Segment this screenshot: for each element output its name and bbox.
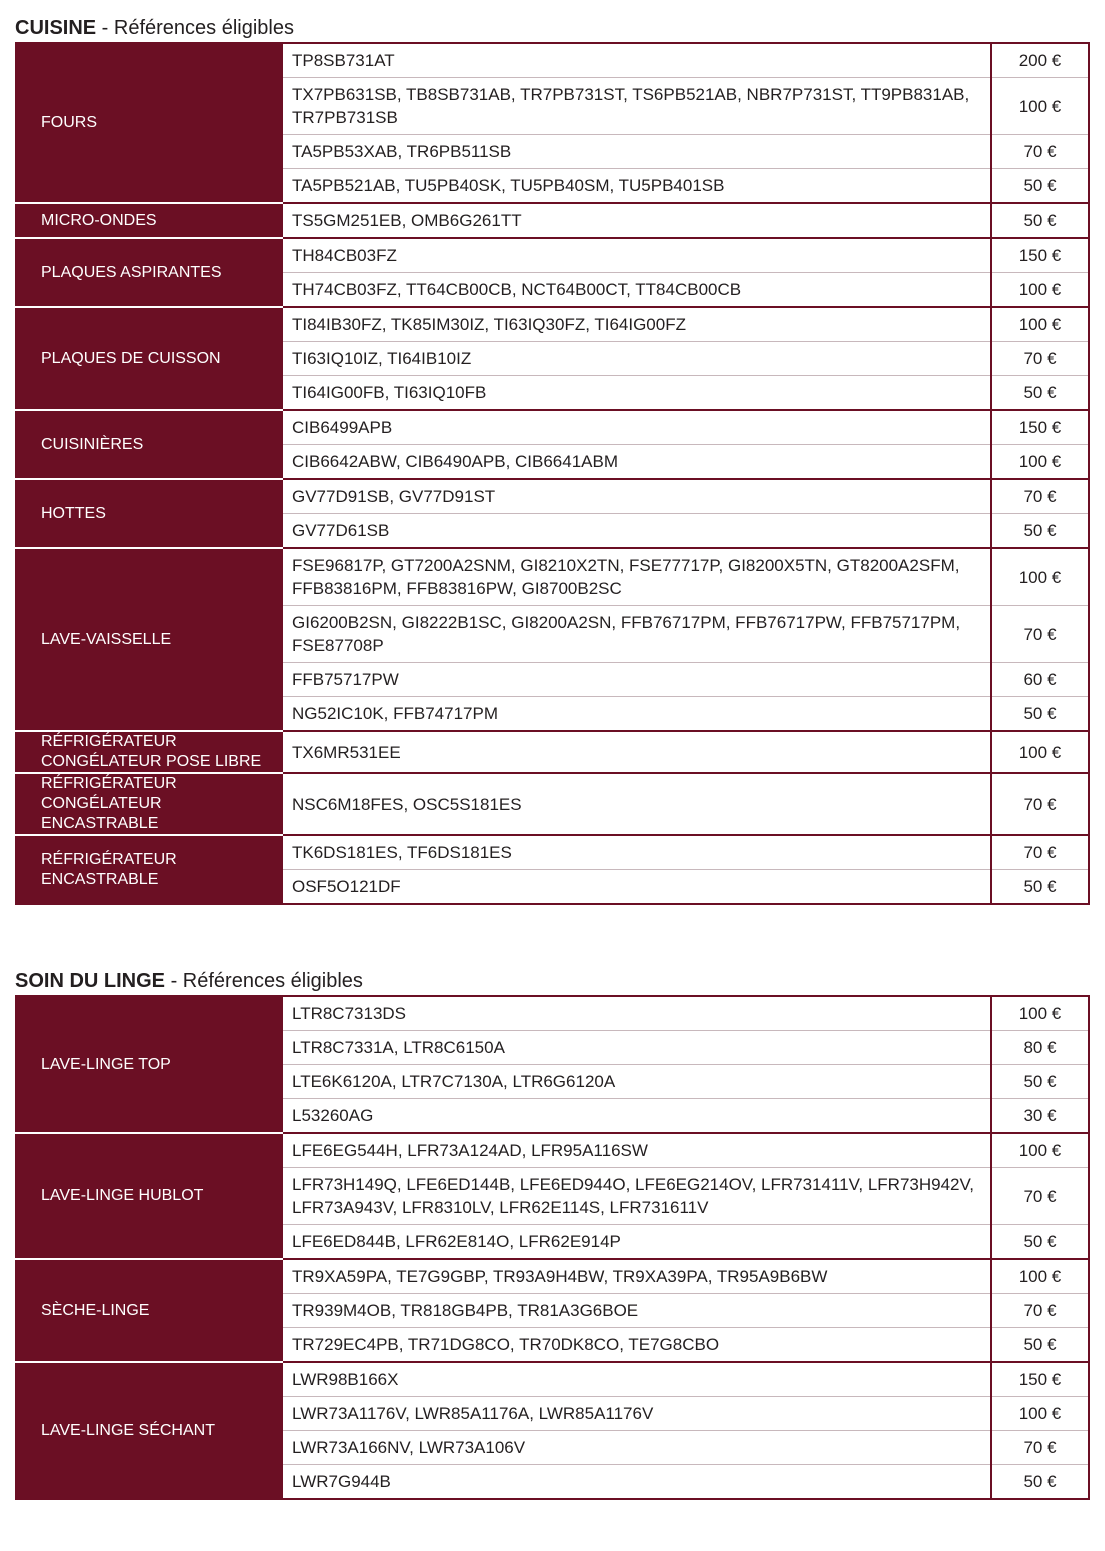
- table-row: [16, 1362, 1089, 1397]
- section-cuisine: [15, 16, 1088, 905]
- category-cell: PLAQUES ASPIRANTES: [16, 238, 282, 307]
- section-title-rest: - Références éligibles: [96, 17, 294, 39]
- references-cell: TP8SB731AT: [282, 43, 991, 78]
- amount-cell: 50 €: [991, 1328, 1089, 1363]
- section-title: [15, 969, 1088, 995]
- references-cell: TH74CB03FZ, TT64CB00CB, NCT64B00CT, TT84CB00CB: [282, 273, 991, 308]
- references-cell: LWR98B166X: [282, 1362, 991, 1397]
- table-row: [16, 731, 1089, 773]
- references-cell: LWR7G944B: [282, 1465, 991, 1500]
- amount-cell: 100 €: [991, 445, 1089, 480]
- references-cell: LFR73H149Q, LFE6ED144B, LFE6ED944O, LFE6EG214OV, LFR731411V, LFR73H942V, LFR73A943V, LFR8310LV, LFR62E114S, LFR731611V: [282, 1168, 991, 1225]
- amount-cell: 50 €: [991, 376, 1089, 411]
- amount-cell: 50 €: [991, 697, 1089, 732]
- references-cell: TA5PB521AB, TU5PB40SK, TU5PB40SM, TU5PB401SB: [282, 169, 991, 204]
- section-title-rest: - Références éligibles: [165, 970, 363, 992]
- references-cell: FFB75717PW: [282, 663, 991, 697]
- references-cell: CIB6499APB: [282, 410, 991, 445]
- category-cell: RÉFRIGÉRATEUR ENCASTRABLE: [16, 835, 282, 904]
- references-table: [15, 42, 1090, 905]
- references-cell: LWR73A166NV, LWR73A106V: [282, 1431, 991, 1465]
- table-row: [16, 410, 1089, 445]
- amount-cell: 70 €: [991, 835, 1089, 870]
- amount-cell: 50 €: [991, 1065, 1089, 1099]
- category-cell: LAVE-LINGE SÉCHANT: [16, 1362, 282, 1499]
- references-cell: TX6MR531EE: [282, 731, 991, 773]
- references-cell: TX7PB631SB, TB8SB731AB, TR7PB731ST, TS6PB521AB, NBR7P731ST, TT9PB831AB, TR7PB731SB: [282, 78, 991, 135]
- amount-cell: 100 €: [991, 273, 1089, 308]
- category-cell: RÉFRIGÉRATEUR CONGÉLATEUR ENCASTRABLE: [16, 773, 282, 835]
- category-cell: RÉFRIGÉRATEUR CONGÉLATEUR POSE LIBRE: [16, 731, 282, 773]
- references-cell: LWR73A1176V, LWR85A1176A, LWR85A1176V: [282, 1397, 991, 1431]
- references-cell: TI84IB30FZ, TK85IM30IZ, TI63IQ30FZ, TI64IG00FZ: [282, 307, 991, 342]
- amount-cell: 70 €: [991, 1168, 1089, 1225]
- table-row: [16, 835, 1089, 870]
- section-title: [15, 16, 1088, 42]
- amount-cell: 70 €: [991, 135, 1089, 169]
- table-row: [16, 548, 1089, 606]
- references-cell: GV77D61SB: [282, 514, 991, 549]
- references-cell: LTR8C7313DS: [282, 996, 991, 1031]
- amount-cell: 70 €: [991, 342, 1089, 376]
- amount-cell: 100 €: [991, 996, 1089, 1031]
- table-row: [16, 773, 1089, 835]
- amount-cell: 150 €: [991, 410, 1089, 445]
- references-cell: NSC6M18FES, OSC5S181ES: [282, 773, 991, 835]
- table-row: [16, 479, 1089, 514]
- amount-cell: 100 €: [991, 1397, 1089, 1431]
- table-row: [16, 1133, 1089, 1168]
- references-table: [15, 995, 1090, 1500]
- amount-cell: 100 €: [991, 78, 1089, 135]
- references-cell: TK6DS181ES, TF6DS181ES: [282, 835, 991, 870]
- references-cell: LFE6EG544H, LFR73A124AD, LFR95A116SW: [282, 1133, 991, 1168]
- amount-cell: 30 €: [991, 1099, 1089, 1134]
- references-cell: CIB6642ABW, CIB6490APB, CIB6641ABM: [282, 445, 991, 480]
- references-cell: LFE6ED844B, LFR62E814O, LFR62E914P: [282, 1225, 991, 1260]
- table-row: [16, 238, 1089, 273]
- amount-cell: 70 €: [991, 1431, 1089, 1465]
- references-cell: FSE96817P, GT7200A2SNM, GI8210X2TN, FSE77717P, GI8200X5TN, GT8200A2SFM, FFB83816PM, FFB83816PW, GI8700B2SC: [282, 548, 991, 606]
- references-cell: TA5PB53XAB, TR6PB511SB: [282, 135, 991, 169]
- section-title-bold: SOIN DU LINGE: [15, 970, 166, 992]
- amount-cell: 50 €: [991, 1465, 1089, 1500]
- amount-cell: 100 €: [991, 307, 1089, 342]
- references-cell: TR939M4OB, TR818GB4PB, TR81A3G6BOE: [282, 1294, 991, 1328]
- references-cell: L53260AG: [282, 1099, 991, 1134]
- category-cell: FOURS: [16, 43, 282, 203]
- table-row: [16, 203, 1089, 238]
- amount-cell: 200 €: [991, 43, 1089, 78]
- amount-cell: 150 €: [991, 238, 1089, 273]
- references-cell: TI64IG00FB, TI63IQ10FB: [282, 376, 991, 411]
- amount-cell: 70 €: [991, 773, 1089, 835]
- category-cell: MICRO-ONDES: [16, 203, 282, 238]
- references-cell: TS5GM251EB, OMB6G261TT: [282, 203, 991, 238]
- table-row: [16, 996, 1089, 1031]
- amount-cell: 50 €: [991, 203, 1089, 238]
- table-row: [16, 307, 1089, 342]
- amount-cell: 150 €: [991, 1362, 1089, 1397]
- amount-cell: 60 €: [991, 663, 1089, 697]
- amount-cell: 100 €: [991, 1259, 1089, 1294]
- amount-cell: 50 €: [991, 169, 1089, 204]
- references-cell: LTE6K6120A, LTR7C7130A, LTR6G6120A: [282, 1065, 991, 1099]
- section-soin-du-linge: [15, 969, 1088, 1500]
- references-cell: TH84CB03FZ: [282, 238, 991, 273]
- amount-cell: 70 €: [991, 1294, 1089, 1328]
- category-cell: LAVE-VAISSELLE: [16, 548, 282, 731]
- amount-cell: 70 €: [991, 606, 1089, 663]
- amount-cell: 50 €: [991, 1225, 1089, 1260]
- category-cell: PLAQUES DE CUISSON: [16, 307, 282, 410]
- references-cell: TI63IQ10IZ, TI64IB10IZ: [282, 342, 991, 376]
- amount-cell: 100 €: [991, 548, 1089, 606]
- category-cell: SÈCHE-LINGE: [16, 1259, 282, 1362]
- category-cell: HOTTES: [16, 479, 282, 548]
- category-cell: CUISINIÈRES: [16, 410, 282, 479]
- references-cell: TR729EC4PB, TR71DG8CO, TR70DK8CO, TE7G8CBO: [282, 1328, 991, 1363]
- amount-cell: 100 €: [991, 1133, 1089, 1168]
- category-cell: LAVE-LINGE HUBLOT: [16, 1133, 282, 1259]
- amount-cell: 80 €: [991, 1031, 1089, 1065]
- amount-cell: 70 €: [991, 479, 1089, 514]
- category-cell: LAVE-LINGE TOP: [16, 996, 282, 1133]
- amount-cell: 50 €: [991, 870, 1089, 905]
- amount-cell: 100 €: [991, 731, 1089, 773]
- amount-cell: 50 €: [991, 514, 1089, 549]
- references-cell: GI6200B2SN, GI8222B1SC, GI8200A2SN, FFB76717PM, FFB76717PW, FFB75717PM, FSE87708P: [282, 606, 991, 663]
- table-row: [16, 43, 1089, 78]
- references-cell: NG52IC10K, FFB74717PM: [282, 697, 991, 732]
- references-cell: GV77D91SB, GV77D91ST: [282, 479, 991, 514]
- references-cell: OSF5O121DF: [282, 870, 991, 905]
- section-title-bold: CUISINE: [15, 17, 97, 39]
- table-row: [16, 1259, 1089, 1294]
- references-cell: LTR8C7331A, LTR8C6150A: [282, 1031, 991, 1065]
- references-cell: TR9XA59PA, TE7G9GBP, TR93A9H4BW, TR9XA39PA, TR95A9B6BW: [282, 1259, 991, 1294]
